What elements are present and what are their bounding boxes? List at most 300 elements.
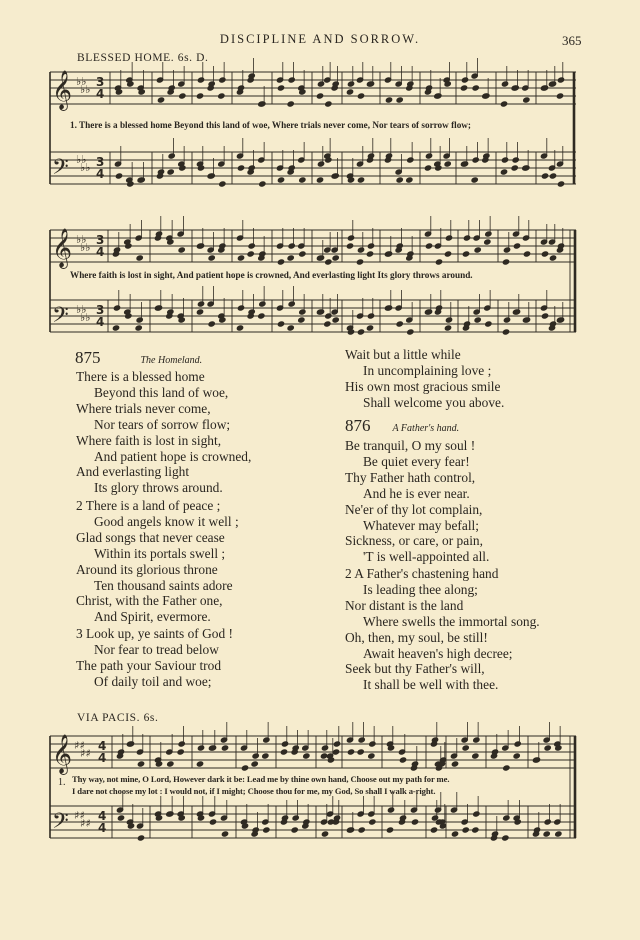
note-head — [178, 741, 185, 747]
verse-line: 2 There is a land of peace ; — [76, 498, 221, 513]
note-head — [197, 77, 204, 83]
note-head — [358, 737, 365, 743]
note-head — [252, 827, 259, 833]
note-head — [445, 317, 452, 323]
note-head — [472, 827, 479, 833]
note-head — [396, 243, 403, 249]
note-head — [303, 819, 310, 825]
note-head — [411, 819, 418, 825]
note-head — [219, 77, 226, 83]
note-head — [248, 73, 255, 79]
note-head — [430, 827, 437, 833]
note-head — [117, 749, 124, 755]
note-head — [157, 169, 164, 175]
note-head — [178, 247, 185, 253]
svg-text:♯♯: ♯♯ — [80, 747, 91, 760]
note-head — [385, 305, 392, 311]
note-head — [367, 153, 374, 159]
note-head — [557, 181, 564, 187]
note-head — [472, 157, 479, 163]
note-head — [321, 745, 328, 751]
note-head — [292, 745, 299, 751]
note-head — [485, 321, 492, 327]
note-head — [368, 753, 375, 759]
note-head — [259, 181, 266, 187]
note-head — [288, 243, 295, 249]
note-head — [196, 761, 203, 767]
note-head — [332, 749, 339, 755]
note-head — [179, 93, 186, 99]
note-head — [347, 81, 354, 87]
note-head — [316, 177, 323, 183]
lyric-line-1: 1. There is a blessed home Beyond this land of woe, Where trials never come, Nor tears of sorrow flow; — [70, 120, 471, 130]
note-head — [503, 247, 510, 253]
note-head — [237, 85, 244, 91]
note-head — [177, 749, 184, 755]
note-head — [451, 831, 458, 837]
verse-line: Ten thousand saints adore — [94, 577, 233, 593]
note-head — [544, 819, 551, 825]
note-head — [435, 93, 442, 99]
note-head — [277, 321, 284, 327]
note-head — [325, 101, 332, 107]
note-head — [167, 169, 174, 175]
svg-text:𝄞: 𝄞 — [52, 228, 73, 268]
verse-line: There is a blessed home — [76, 369, 205, 384]
note-head — [197, 301, 204, 307]
verse-line: Nor tears of sorrow flow; — [94, 416, 231, 432]
note-head — [543, 831, 550, 837]
note-head — [474, 317, 481, 323]
note-head — [298, 317, 305, 323]
note-head — [241, 765, 248, 771]
note-head — [503, 317, 510, 323]
note-head — [367, 81, 374, 87]
note-head — [321, 831, 328, 837]
verse-line: 'T is well-appointed all. — [363, 549, 490, 565]
note-head — [541, 251, 548, 257]
note-head — [491, 831, 498, 837]
note-head — [445, 235, 452, 241]
note-head — [247, 251, 254, 257]
note-head — [386, 827, 393, 833]
svg-text:𝄞: 𝄞 — [52, 70, 73, 110]
note-head — [425, 85, 432, 91]
note-head — [396, 177, 403, 183]
svg-text:♭♭: ♭♭ — [80, 311, 91, 324]
note-head — [424, 165, 431, 171]
note-head — [138, 177, 145, 183]
svg-text:𝄢: 𝄢 — [52, 303, 69, 333]
note-head — [218, 93, 225, 99]
note-head — [473, 737, 480, 743]
note-head — [299, 177, 306, 183]
hymn-subtitle: The Homeland. — [140, 355, 203, 366]
note-head — [112, 325, 119, 331]
note-head — [347, 827, 354, 833]
note-head — [367, 313, 374, 319]
note-head — [483, 153, 490, 159]
note-head — [332, 317, 339, 323]
note-head — [317, 309, 324, 315]
note-head — [281, 741, 288, 747]
note-head — [444, 161, 451, 167]
verse-line: Whatever may befall; — [363, 517, 479, 533]
note-head — [196, 93, 203, 99]
verse-line: And everlasting light — [76, 464, 190, 480]
hymn-number: 875 — [75, 348, 101, 367]
verse-line: Within its portals swell ; — [94, 545, 226, 561]
note-head — [157, 97, 164, 103]
note-head — [299, 251, 306, 257]
note-head — [221, 831, 228, 837]
note-head — [366, 251, 373, 257]
note-head — [523, 317, 530, 323]
note-head — [451, 761, 458, 767]
note-head — [333, 741, 340, 747]
note-head — [316, 93, 323, 99]
note-head — [369, 819, 376, 825]
note-head — [325, 259, 332, 265]
note-head — [167, 811, 174, 817]
note-head — [137, 835, 144, 841]
note-head — [431, 737, 438, 743]
tune-name-via-pacis: VIA PACIS. 6s. — [77, 712, 159, 724]
note-head — [555, 831, 562, 837]
note-head — [332, 173, 339, 179]
svg-text:♭♭: ♭♭ — [80, 241, 91, 254]
note-head — [463, 321, 470, 327]
note-head — [385, 251, 392, 257]
verse-line: Be quiet every fear! — [363, 453, 470, 469]
verse-line: Christ, with the Father one, — [76, 593, 223, 609]
svg-text:4: 4 — [98, 821, 107, 835]
note-head — [435, 305, 442, 311]
note-head — [167, 761, 174, 767]
note-head — [502, 259, 509, 265]
svg-text:♭♭: ♭♭ — [76, 153, 87, 166]
note-head — [288, 165, 295, 171]
verse-line: Shall welcome you above. — [363, 394, 505, 410]
lyric-line-3: Thy way, not mine, O Lord, However dark it be: Lead me by thine own hand, Choose out my path for me. — [72, 774, 450, 784]
note-head — [425, 309, 432, 315]
note-head — [483, 93, 490, 99]
verse-line: Where trials never come, — [76, 400, 211, 416]
verse-line: Oh, then, my soul, be still! — [345, 629, 488, 645]
hymn-876-stanza-1 — [345, 438, 489, 565]
note-head — [236, 325, 243, 331]
svg-text:3: 3 — [96, 75, 105, 89]
note-head — [502, 835, 509, 841]
svg-text:4: 4 — [98, 739, 107, 753]
note-head — [503, 765, 510, 771]
note-head — [127, 741, 134, 747]
note-head — [407, 157, 414, 163]
note-head — [287, 101, 294, 107]
note-head — [366, 325, 373, 331]
note-head — [444, 325, 451, 331]
note-head — [461, 161, 468, 167]
note-head — [262, 753, 269, 759]
hymn-number: 876 — [345, 416, 371, 435]
svg-text:𝄞: 𝄞 — [52, 734, 73, 774]
verse-line: Around its glorious throne — [76, 561, 218, 577]
note-head — [219, 243, 226, 249]
svg-text:♭♭: ♭♭ — [76, 233, 87, 246]
note-head — [549, 173, 556, 179]
note-head — [168, 85, 175, 91]
note-head — [277, 177, 284, 183]
note-head — [288, 77, 295, 83]
svg-text:3: 3 — [96, 155, 105, 169]
note-head — [155, 305, 162, 311]
note-head — [491, 749, 498, 755]
note-head — [557, 317, 564, 323]
note-head — [167, 309, 174, 315]
verse-line: 2 A Father's chastening hand — [345, 566, 499, 581]
note-head — [502, 329, 509, 335]
note-head — [292, 815, 299, 821]
note-head — [135, 325, 142, 331]
lyric-line-2: Where faith is lost in sight, And patient hope is crowned, And everlasting light Its glory throws around. — [70, 270, 473, 280]
verse-line: Good angels know it well ; — [94, 513, 239, 529]
note-head — [136, 255, 143, 261]
note-head — [462, 827, 469, 833]
svg-text:4: 4 — [96, 245, 105, 259]
note-head — [541, 85, 548, 91]
note-head — [514, 741, 521, 747]
note-head — [557, 243, 564, 249]
note-head — [346, 89, 353, 95]
note-head — [197, 243, 204, 249]
note-head — [332, 81, 339, 87]
verse-line: His own most gracious smile — [345, 378, 501, 394]
verse-line: And Spirit, evermore. — [94, 609, 211, 625]
note-head — [407, 329, 414, 335]
note-head — [549, 255, 556, 261]
note-head — [544, 745, 551, 751]
note-head — [209, 745, 216, 751]
note-head — [263, 827, 270, 833]
verse-line: Beyond this land of woe, — [94, 384, 229, 400]
note-head — [396, 97, 403, 103]
note-head — [462, 745, 469, 751]
verse-line: Await heaven's high decree; — [363, 645, 513, 661]
note-head — [237, 255, 244, 261]
svg-text:4: 4 — [96, 315, 105, 329]
note-head — [248, 309, 255, 315]
note-head — [357, 247, 364, 253]
note-head — [155, 231, 162, 237]
note-head — [513, 753, 520, 759]
note-head — [332, 255, 339, 261]
note-head — [472, 85, 479, 91]
verse-line: And patient hope is crowned, — [94, 448, 252, 464]
note-head — [500, 101, 507, 107]
note-head — [357, 177, 364, 183]
note-head — [411, 761, 418, 767]
verse-line: The path your Saviour trod — [76, 657, 222, 673]
note-head — [113, 247, 120, 253]
svg-text:♭♭: ♭♭ — [80, 83, 91, 96]
note-head — [512, 157, 519, 163]
note-head — [501, 157, 508, 163]
note-head — [356, 259, 363, 265]
svg-text:4: 4 — [98, 809, 107, 823]
note-head — [485, 231, 492, 237]
note-head — [513, 243, 520, 249]
svg-text:♭♭: ♭♭ — [80, 161, 91, 174]
note-head — [248, 165, 255, 171]
note-head — [435, 259, 442, 265]
note-head — [460, 85, 467, 91]
note-head — [541, 173, 548, 179]
verse-line: Seek but thy Father's will, — [345, 661, 485, 677]
note-head — [387, 807, 394, 813]
note-head — [474, 247, 481, 253]
note-head — [248, 243, 255, 249]
hymn-876-stanza-2 — [345, 566, 540, 693]
note-head — [385, 97, 392, 103]
note-head — [209, 819, 216, 825]
note-head — [299, 309, 306, 315]
hymn-876-heading — [345, 416, 459, 436]
note-head — [251, 761, 258, 767]
note-head — [357, 749, 364, 755]
note-head — [237, 165, 244, 171]
note-head — [208, 255, 215, 261]
note-head — [385, 153, 392, 159]
note-head — [277, 85, 284, 91]
svg-text:𝄢: 𝄢 — [52, 809, 69, 839]
svg-text:♯♯: ♯♯ — [74, 739, 85, 752]
svg-text:3: 3 — [96, 303, 105, 317]
note-head — [406, 177, 413, 183]
note-head — [444, 251, 451, 257]
note-head — [208, 321, 215, 327]
note-head — [263, 737, 270, 743]
note-head — [333, 815, 340, 821]
verse-line: Thy Father hath control, — [345, 469, 476, 485]
svg-text:♭♭: ♭♭ — [76, 303, 87, 316]
note-head — [533, 827, 540, 833]
note-head — [287, 255, 294, 261]
verse-line: Ne'er of thy lot complain, — [345, 501, 483, 517]
note-head — [347, 235, 354, 241]
note-head — [472, 753, 479, 759]
note-head — [407, 251, 414, 257]
hymn-875-stanza-3b — [345, 347, 504, 411]
tune-name-blessed-home: BLESSED HOME. 6s. D. — [77, 52, 209, 64]
note-head — [503, 815, 510, 821]
svg-text:4: 4 — [96, 87, 105, 101]
svg-text:3: 3 — [96, 233, 105, 247]
hymn-875-heading — [75, 348, 202, 368]
svg-text:♯♯: ♯♯ — [80, 817, 91, 830]
note-head — [280, 749, 287, 755]
note-head — [221, 745, 228, 751]
note-head — [511, 165, 518, 171]
note-head — [367, 243, 374, 249]
note-head — [557, 77, 564, 83]
verse-line: Glad songs that never cease — [76, 529, 225, 545]
note-head — [396, 321, 403, 327]
note-head — [317, 81, 324, 87]
note-head — [237, 305, 244, 311]
note-head — [484, 239, 491, 245]
note-head — [425, 153, 432, 159]
svg-text:𝄢: 𝄢 — [52, 155, 69, 185]
note-head — [303, 753, 310, 759]
note-head — [197, 745, 204, 751]
note-head — [358, 827, 365, 833]
note-head — [549, 321, 556, 327]
note-head — [556, 93, 563, 99]
note-head — [425, 243, 432, 249]
note-head — [208, 173, 215, 179]
note-head — [317, 161, 324, 167]
note-head — [277, 259, 284, 265]
note-head — [317, 255, 324, 261]
note-head — [463, 235, 470, 241]
note-head — [347, 749, 354, 755]
note-head — [523, 97, 530, 103]
verse-line: Nor fear to tread below — [94, 641, 219, 657]
verse-line: Where faith is lost in sight, — [76, 432, 222, 448]
note-head — [259, 301, 266, 307]
note-head — [324, 321, 331, 327]
verse-line: Its glory throws around. — [94, 480, 223, 496]
verse-line: Nor distant is the land — [345, 597, 464, 613]
verse-line: Of daily toil and woe; — [94, 673, 212, 689]
note-head — [136, 317, 143, 323]
note-head — [407, 81, 414, 87]
hymn-875-stanza-2 — [76, 498, 239, 625]
note-head — [137, 761, 144, 767]
note-head — [208, 81, 215, 87]
verse-number: 1. — [58, 777, 66, 788]
note-head — [523, 165, 530, 171]
note-head — [501, 81, 508, 87]
page-header: DISCIPLINE AND SORROW. — [219, 32, 421, 46]
note-head — [357, 329, 364, 335]
verse-line: In uncomplaining love ; — [363, 362, 492, 378]
verse-line: Where swells the immortal song. — [363, 613, 540, 629]
hymn-875-stanza-3a — [76, 626, 233, 690]
note-head — [113, 305, 120, 311]
svg-text:♯♯: ♯♯ — [74, 809, 85, 822]
lyric-line-4: I dare not choose my lot : I would not, if I might; Choose thou for me, my God, So shall I walk a-right. — [72, 786, 436, 796]
staff-system-1-treble — [50, 72, 576, 104]
note-head — [288, 301, 295, 307]
note-head — [523, 251, 530, 257]
note-head — [219, 181, 226, 187]
note-head — [281, 815, 288, 821]
hymn-875-stanza-1 — [76, 369, 251, 496]
note-head — [196, 309, 203, 315]
note-head — [115, 173, 122, 179]
note-head — [287, 325, 294, 331]
note-head — [252, 753, 259, 759]
note-head — [500, 169, 507, 175]
note-head — [259, 251, 266, 257]
note-head — [513, 309, 520, 315]
note-head — [357, 93, 364, 99]
note-head — [325, 313, 332, 319]
note-head — [168, 153, 175, 159]
note-head — [291, 827, 298, 833]
note-head — [461, 77, 468, 83]
